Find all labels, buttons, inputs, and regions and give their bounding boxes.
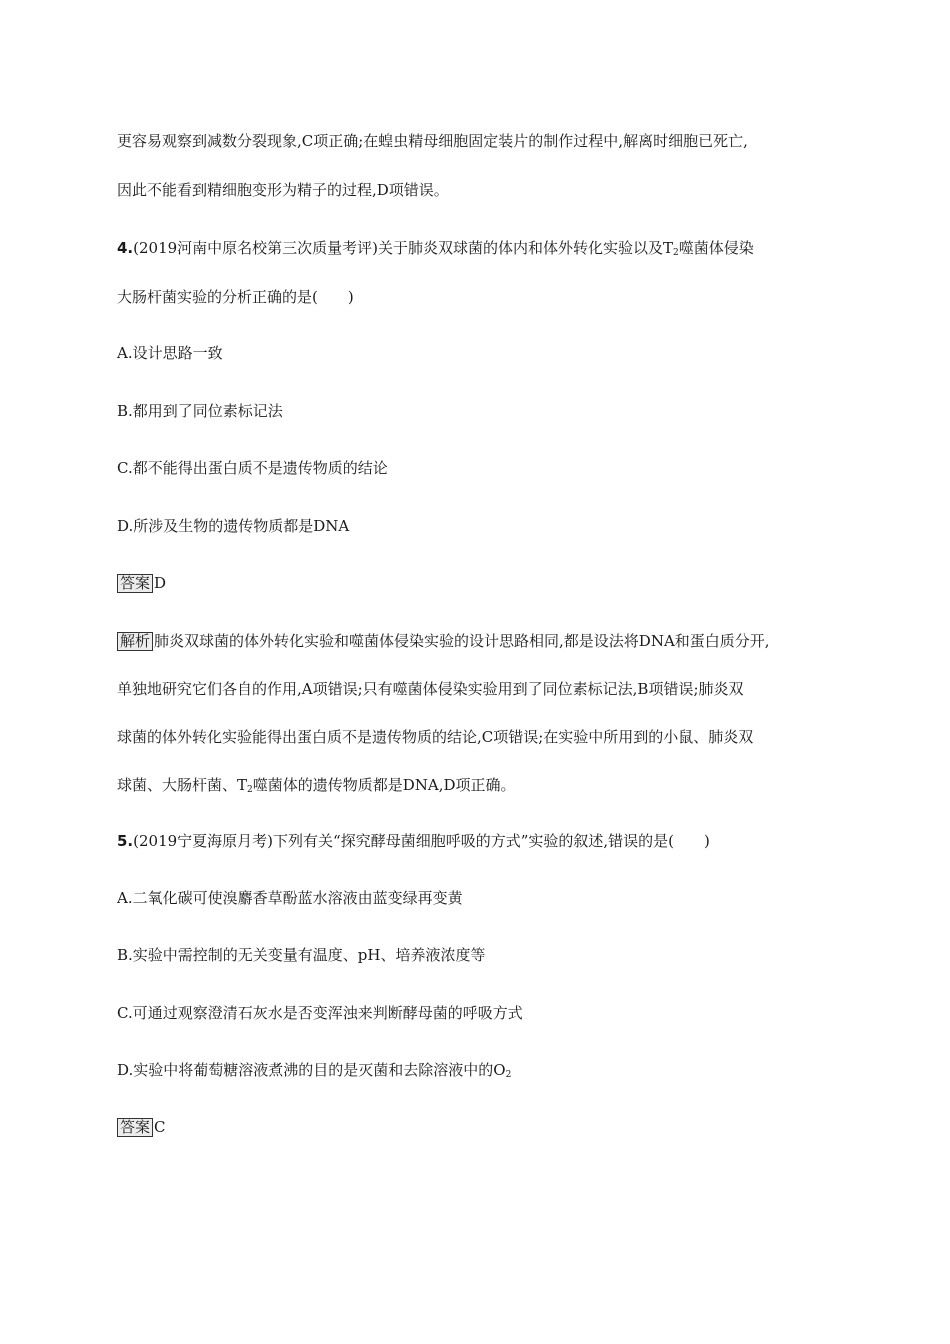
question-4-stem-line-2: 大肠杆菌实验的分析正确的是( ) — [117, 288, 354, 306]
question-5-option-a: A.二氧化碳可使溴麝香草酚蓝水溶液由蓝变绿再变黄 — [117, 889, 463, 907]
question-5-number: 5. — [117, 832, 134, 850]
question-4-option-d: D.所涉及生物的遗传物质都是DNA — [117, 517, 350, 535]
question-4-number: 4. — [117, 239, 134, 257]
question-4-explanation-line-3: 球菌的体外转化实验能得出蛋白质不是遗传物质的结论,C项错误;在实验中所用到的小鼠、肺炎双 — [117, 728, 754, 746]
question-4-stem-line-1: 4.(2019河南中原名校第三次质量考评)关于肺炎双球菌的体内和体外转化实验以及$T_2$噬菌体侵染 — [117, 239, 754, 258]
question-5-option-c: C.可通过观察澄清石灰水是否变浑浊来判断酵母菌的呼吸方式 — [117, 1004, 523, 1022]
explanation-tag: 解析 — [117, 632, 153, 651]
prev-explanation-line-2: 因此不能看到精细胞变形为精子的过程,D项错误。 — [117, 181, 449, 199]
question-4-answer — [117, 573, 166, 593]
answer-tag: 答案 — [117, 574, 153, 593]
question-4-explanation-line-1: 解析 肺炎双球菌的体外转化实验和噬菌体侵染实验的设计思路相同,都是设法将DNA和蛋白质分开, — [117, 631, 770, 651]
question-5-stem: 5.(2019宁夏海原月考)下列有关“探究酵母菌细胞呼吸的方式”实验的叙述,错误的是( ) — [117, 832, 710, 850]
question-4-option-a: A.设计思路一致 — [117, 344, 223, 362]
question-4-option-b: B.都用到了同位素标记法 — [117, 402, 283, 420]
answer-value: C — [154, 1118, 166, 1136]
question-4-option-c: C.都不能得出蛋白质不是遗传物质的结论 — [117, 459, 388, 477]
question-5-answer — [117, 1117, 166, 1137]
answer-tag: 答案 — [117, 1118, 153, 1137]
answer-value: D — [154, 574, 167, 592]
question-5-option-d: D.实验中将葡萄糖溶液煮沸的目的是灭菌和去除溶液中的$O_2$ — [117, 1061, 512, 1080]
question-4-explanation-line-2: 单独地研究它们各自的作用,A项错误;只有噬菌体侵染实验用到了同位素标记法,B项错误;肺炎双 — [117, 680, 744, 698]
question-5-option-b: B.实验中需控制的无关变量有温度、pH、培养液浓度等 — [117, 946, 486, 964]
prev-explanation-line-1: 更容易观察到减数分裂现象,C项正确;在蝗虫精母细胞固定装片的制作过程中,解离时细胞已死亡, — [117, 132, 748, 150]
question-4-explanation-line-4: 球菌、大肠杆菌、$T_2$噬菌体的遗传物质都是DNA,D项正确。 — [117, 776, 516, 795]
